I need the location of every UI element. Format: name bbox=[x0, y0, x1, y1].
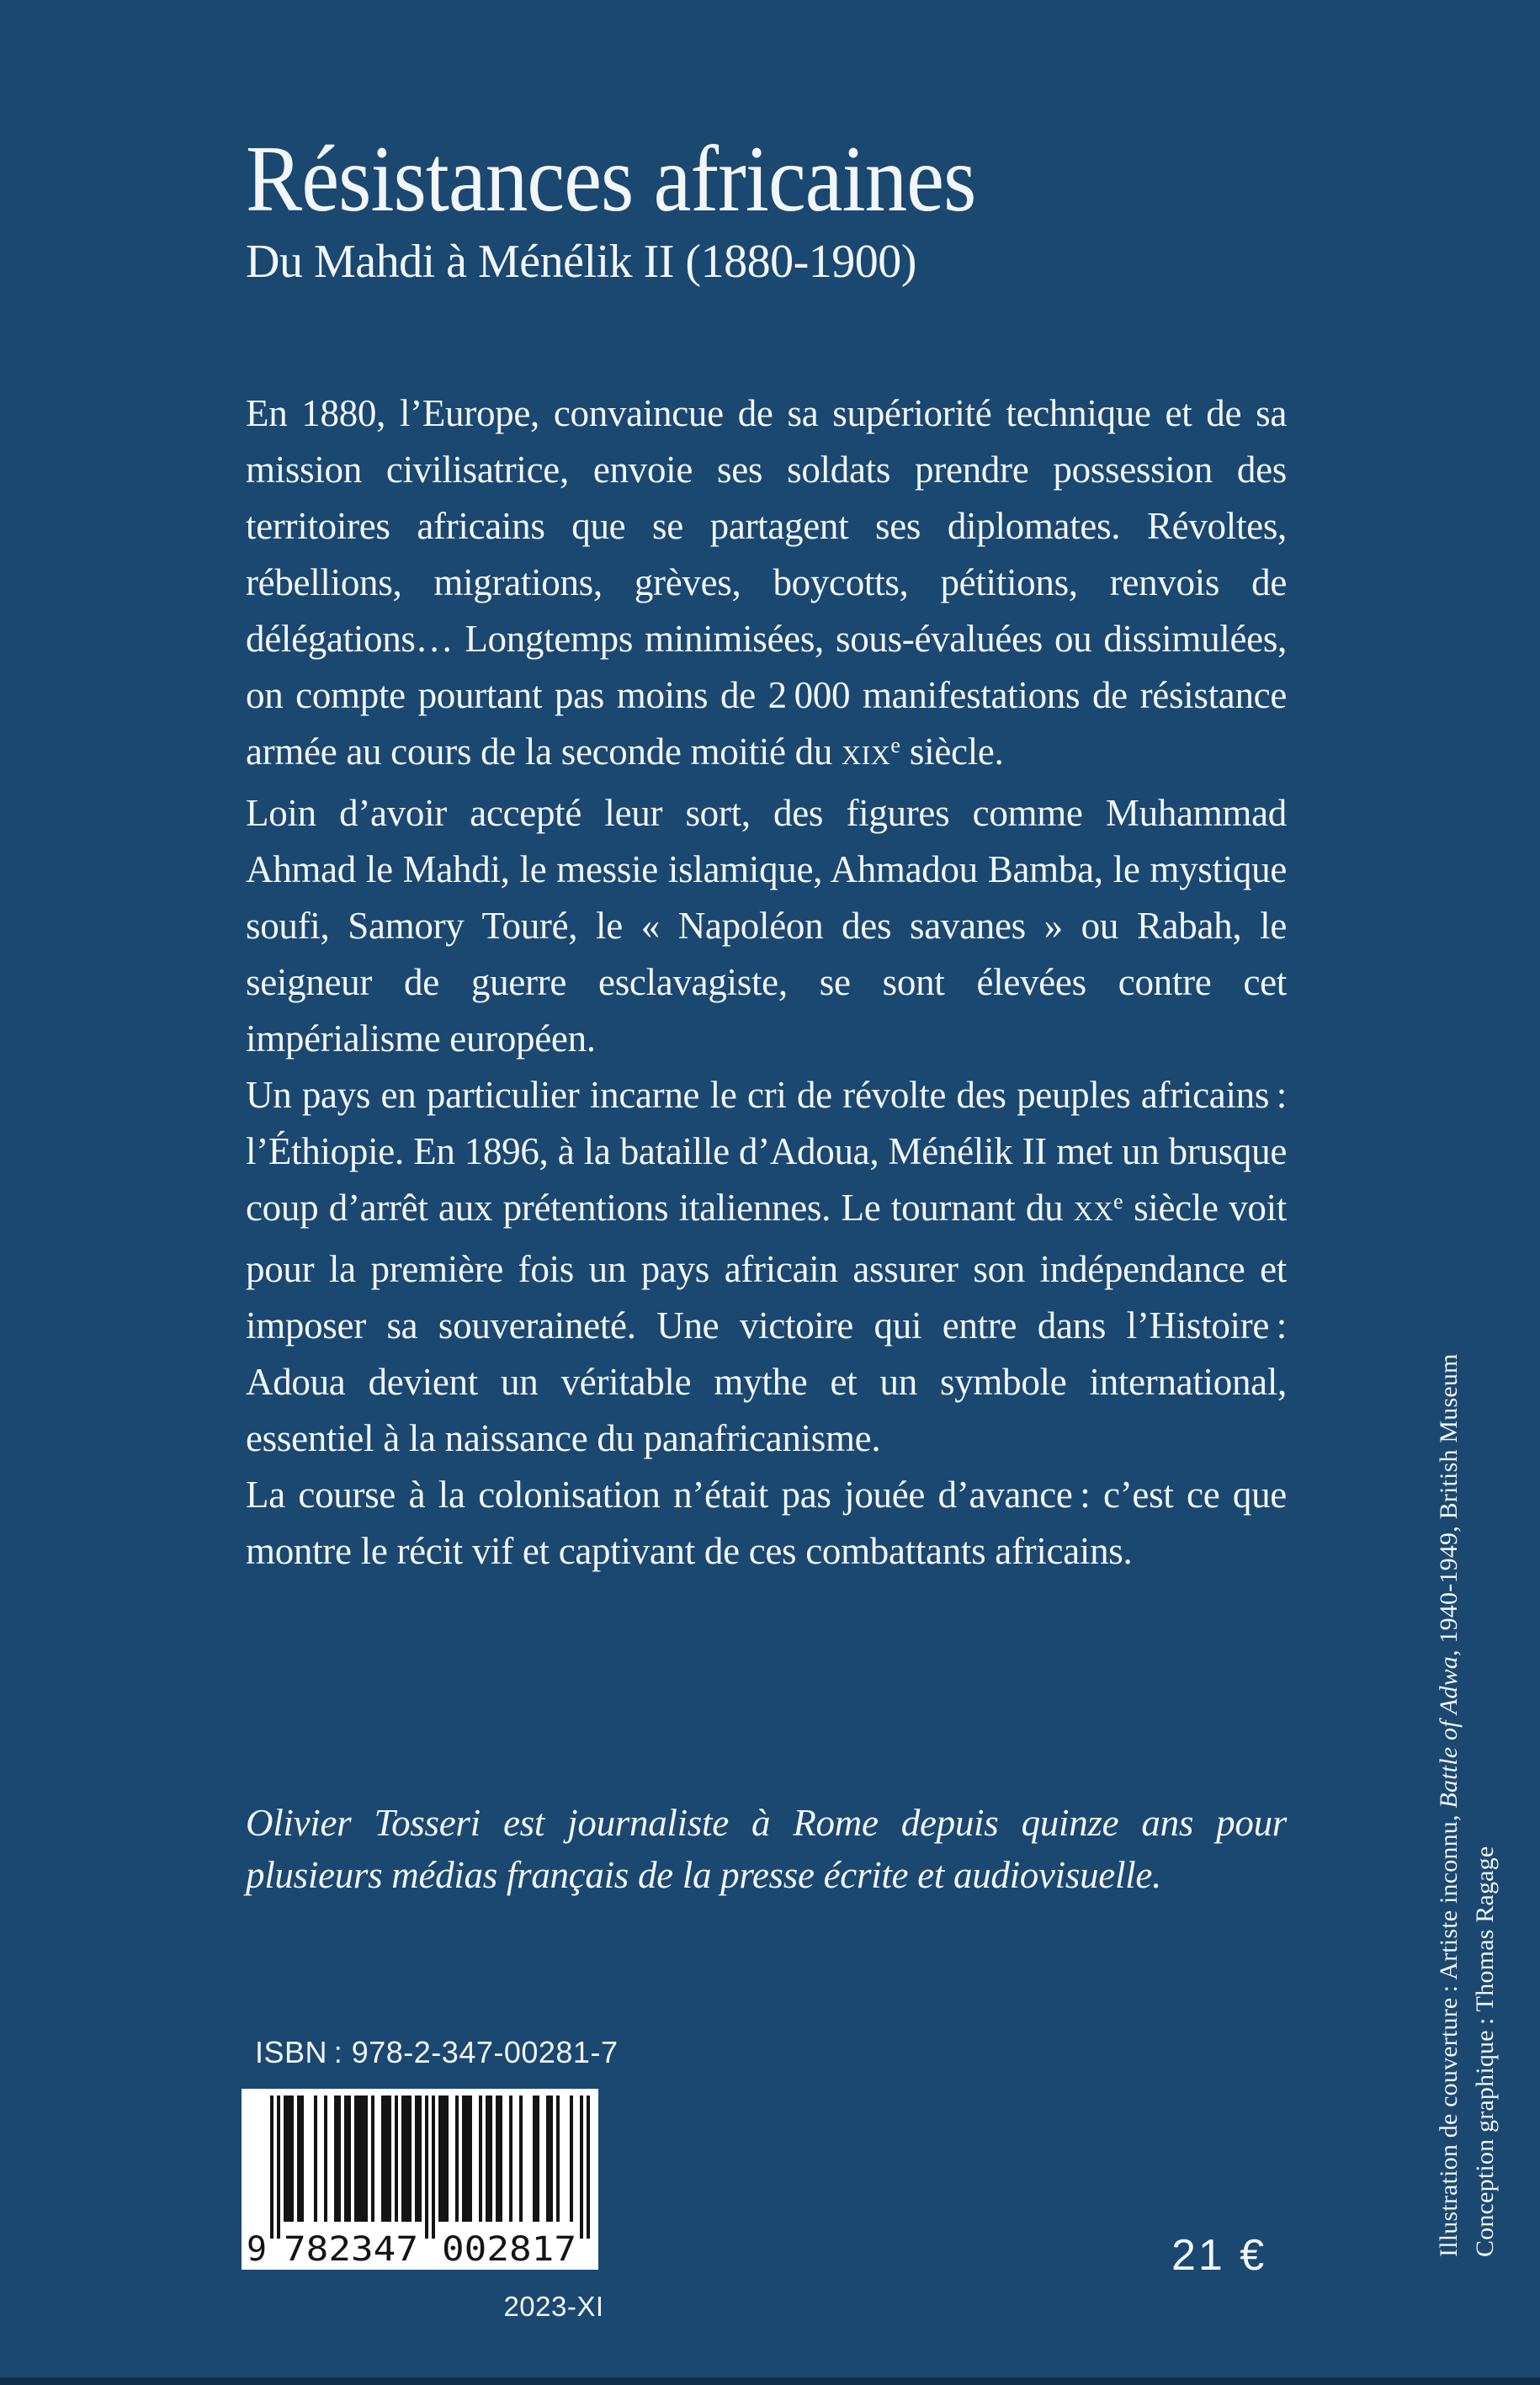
text-segment: e bbox=[890, 732, 900, 757]
barcode-digit-lead: 9 bbox=[247, 2230, 268, 2269]
barcode-bars bbox=[242, 2089, 598, 2270]
barcode-digits-right: 002817 bbox=[442, 2230, 576, 2269]
text-segment: Un pays en particulier incarne le cri de révolte des peuples africains : l’Éthiopie. En 1896, à la bataille d’Adoua, Ménélik II met un brusque coup d’arrêt aux prétentions italiennes. Le tournant du bbox=[246, 1074, 1287, 1229]
text-segment: e bbox=[1113, 1188, 1123, 1214]
text-segment: Illustration de couverture : Artiste inconnu, bbox=[1435, 1808, 1463, 2257]
cover-credits bbox=[1431, 1353, 1503, 2257]
ean13-barcode bbox=[242, 2089, 598, 2270]
text-segment: siècle. bbox=[900, 730, 1004, 773]
text-segment: En 1880, l’Europe, convaincue de sa supériorité technique et de sa mission civilisatrice, envoie ses soldats prendre possession des territoires africains que se partagent ses diplomates. Révoltes, rébellions, migrations, grèves, boycotts, pétitions, renvois de délégations… Longtemps minimisées, sous-évaluées ou dissimulées, on compte pourtant pas moins de 2 000 manifestations de résistance armée au cours de la seconde moitié du bbox=[246, 392, 1287, 773]
credits-line-illustration bbox=[1431, 1353, 1467, 2257]
book-subtitle: Du Mahdi à Ménélik II (1880-1900) bbox=[246, 236, 916, 288]
synopsis-paragraph bbox=[246, 385, 1287, 785]
text-segment: siècle voit pour la première fois un pays africain assurer son indépendance et imposer sa souveraineté. Une victoire qui entre dans l’Histoire : Adoua devient un véritable mythe et un symbole international, essentiel à la naissance du panafricanisme. bbox=[246, 1187, 1287, 1459]
synopsis-text bbox=[246, 385, 1287, 1580]
text-segment: La course à la colonisation n’était pas jouée d’avance : c’est ce que montre le récit vif et captivant de ces combattants africains. bbox=[246, 1474, 1287, 1572]
text-segment: , 1940-1949, British Museum bbox=[1435, 1353, 1463, 1656]
synopsis-paragraph bbox=[246, 1067, 1287, 1467]
text-segment: xx bbox=[1073, 1187, 1114, 1229]
text-segment: xix bbox=[842, 730, 891, 773]
price-label: 21 € bbox=[1171, 2231, 1267, 2280]
book-title: Résistances africaines bbox=[246, 127, 976, 231]
edition-code: 2023-XI bbox=[503, 2291, 604, 2322]
credits-line-design: Conception graphique : Thomas Ragage bbox=[1471, 1846, 1499, 2257]
author-note: Olivier Tosseri est journaliste à Rome depuis quinze ans pour plusieurs médias français de la presse écrite et audiovisuelle. bbox=[246, 1802, 1287, 1896]
barcode-digits-left: 782347 bbox=[284, 2230, 418, 2269]
isbn-label: ISBN : 978-2-347-00281-7 bbox=[255, 2035, 619, 2069]
synopsis-paragraph bbox=[246, 785, 1287, 1067]
synopsis-paragraph bbox=[246, 1467, 1287, 1580]
text-segment: Loin d’avoir accepté leur sort, des figures comme Muhammad Ahmad le Mahdi, le messie islamique, Ahmadou Bamba, le mystique soufi, Samory Touré, le « Napoléon des savanes » ou Rabah, le seigneur de guerre esclavagiste, se sont élevées contre cet impérialisme européen. bbox=[246, 792, 1287, 1060]
text-segment: Battle of Adwa bbox=[1435, 1656, 1463, 1809]
